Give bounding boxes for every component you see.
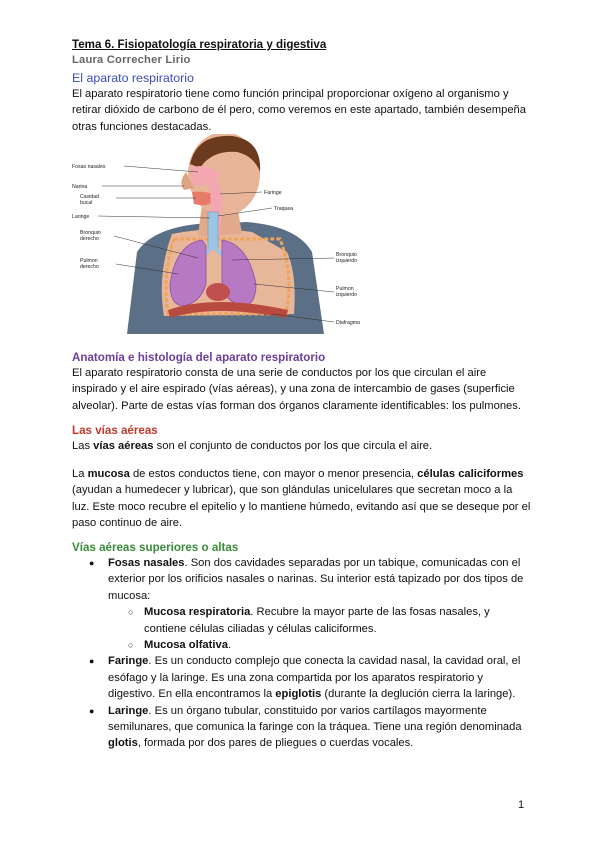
label-pulmon-d-2: derecho [80,264,99,270]
label-bronquio-i-2: izquierdo [336,258,358,264]
heading-anatomia: Anatomía e histología del aparato respiratorio [72,351,326,364]
label-narina: Narina [72,184,88,190]
paragraph-anatomia: El aparato respiratorio consta de una serie de conductos por los que circulan el aire inspirado y el aire espirado (vías aéreas), y una zona de intercambio de gases (superficie alveolar). Parte de estas vías forman dos órganos claramente identificables: los pulmones. [72,367,521,412]
label-cavidad-1: Cavidad [80,194,100,200]
list-item-laringe: ● Laringe. Es un órgano tubular, constituido por varios cartílagos mayormente semilunares, que comunica la faringe con la tráquea. Tiene una región denominada glotis, formada por dos pares de pliegues o cuerdas vocales. [72,703,532,752]
list-item-faringe: ● Faringe. Es un conducto complejo que conecta la cavidad nasal, la cavidad oral, el esófago y la laringe. Es una zona compartida por los aparatos respiratorio y digestivo. En ella encontramos la epiglotis (durante la deglución cierra la laringe). [72,653,532,702]
label-pulmon-i-1: Pulmon [336,286,354,292]
heading-vias-aereas: Las vías aéreas [72,424,158,437]
label-faringe: Faringe [264,190,282,196]
page-number: 1 [518,799,525,811]
heart [206,283,230,301]
label-traquea: Traquea [274,206,294,212]
paragraph-mucosa: La mucosa de estos conductos tiene, con mayor o menor presencia, células caliciformes (ayudan a humedecer y lubricar), que son glándulas unicelulares que secretan moco a la luz. Este moco recubre el epitelio y lo mantiene húmedo, evitando así que se deseque por el paso continuo de aire. [72,468,531,530]
list-item-fosas-nasales: ● Fosas nasales. Son dos cavidades separadas por un tabique, comunicadas con el exterior por los orificios nasales o narinas. Su interior está tapizado por dos tipos de mucosa: ○ Mucosa respiratoria. Recubre la mayor parte de las fosas nasales, y contiene células ciliadas y células caliciformes. ○ Mucosa olfativa. [72,555,532,653]
label-cavidad-2: bucal [80,200,93,206]
document-title: Tema 6. Fisiopatología respiratoria y digestiva [72,38,327,51]
label-bronquio-i-1: Bronquio [336,252,357,258]
mucosa-sublist [108,604,532,653]
paragraph-vias-aereas: Las vías aéreas son el conjunto de conductos por los que circula el aire. [72,440,433,452]
heading-aparato-respiratorio: El aparato respiratorio [72,71,194,85]
paragraph-aparato-respiratorio: El aparato respiratorio tiene como función principal proporcionar oxígeno al organismo y retirar dióxido de carbono de él pero, como veremos en este apartado, también desempeña otras funciones destacadas. [72,88,526,133]
trachea [208,212,218,248]
label-fosas-nasales: Fosas nasales [72,164,106,170]
list-item-mucosa-respiratoria: ○ Mucosa respiratoria. Recubre la mayor parte de las fosas nasales, y contiene células ciliadas y células caliciformes. [108,604,532,637]
respiratory-system-figure [72,134,362,334]
document-author: Laura Correcher Lirio [72,54,191,66]
vias-superiores-list [72,555,532,752]
label-diafragma: Diafragma [336,320,360,326]
heading-vias-superiores: Vías aéreas superiores o altas [72,541,239,554]
respiratory-diagram [72,134,362,334]
label-bronquio-d-1: Bronquio [80,230,101,236]
label-laringe: Laringe [72,214,90,220]
list-item-mucosa-olfativa: ○ Mucosa olfativa. [108,637,532,653]
label-pulmon-i-2: izquierdo [336,292,358,298]
label-pulmon-d-1: Pulmon [80,258,98,264]
label-bronquio-d-2: derecho [80,236,99,242]
